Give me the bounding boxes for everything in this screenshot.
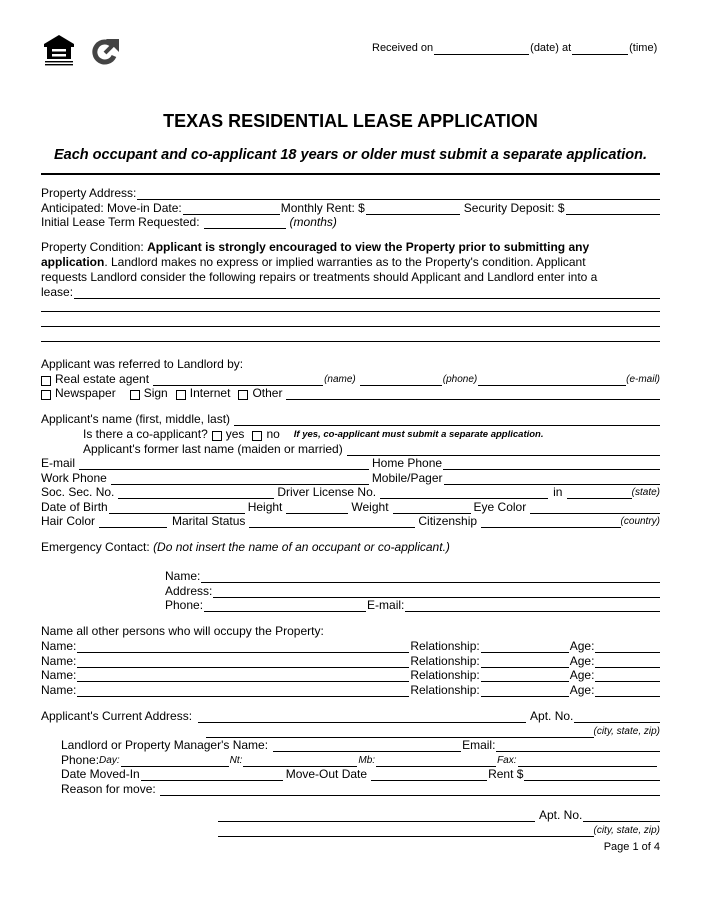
home-phone-field[interactable]: [443, 457, 660, 470]
marital-status-field[interactable]: [249, 515, 415, 528]
received-date-field[interactable]: [434, 42, 529, 55]
emergency-name-row: Name:: [165, 568, 660, 583]
license-state-field[interactable]: [567, 486, 631, 499]
current-apt-field[interactable]: [574, 710, 660, 723]
occupant-row: Name: Relationship: Age:: [41, 682, 660, 697]
email-row: E-mail Home Phone: [41, 455, 660, 470]
move-dates-row: Date Moved-In Move-Out Date Rent $: [61, 766, 660, 781]
occupant-row: Name: Relationship: Age:: [41, 667, 660, 682]
occupant-row: Name: Relationship: Age:: [41, 653, 660, 668]
sign-checkbox[interactable]: [130, 390, 140, 400]
condition-line-2: application. Landlord makes no express or implied warranties as to the Property's condition. Applicant: [41, 255, 586, 269]
co-applicant-yes-checkbox[interactable]: [212, 431, 222, 441]
ssn-field[interactable]: [118, 486, 274, 499]
emergency-heading: Emergency Contact: (Do not insert the name of an occupant or co-applicant.): [41, 540, 450, 554]
previous-address-field[interactable]: [218, 809, 535, 822]
occupant-name-field[interactable]: [77, 684, 409, 697]
occupant-name-field[interactable]: [77, 669, 409, 682]
realtor-logo-icon: [92, 36, 120, 66]
referral-source-row: Newspaper Sign Internet Other: [41, 385, 660, 400]
physical-row: Date of Birth Height Weight Eye Color: [41, 499, 660, 514]
referral-heading: Applicant was referred to Landlord by:: [41, 357, 244, 371]
reason-row: Reason for move:: [61, 781, 660, 796]
page-title: TEXAS RESIDENTIAL LEASE APPLICATION: [163, 111, 538, 131]
title-divider: [41, 173, 660, 175]
co-applicant-no-checkbox[interactable]: [252, 431, 262, 441]
move-out-field[interactable]: [371, 768, 487, 781]
occupant-name-field[interactable]: [77, 640, 409, 653]
email-field[interactable]: [79, 457, 369, 470]
license-field[interactable]: [380, 486, 548, 499]
lease-term-field[interactable]: [204, 216, 286, 229]
occupant-age-field[interactable]: [595, 684, 660, 697]
occupant-row: Name: Relationship: Age:: [41, 638, 660, 653]
referral-agent-row: Real estate agent (name) (phone) (e-mail): [41, 371, 660, 386]
page-subtitle: Each occupant and co-applicant 18 years or older must submit a separate application.: [53, 147, 648, 163]
internet-checkbox[interactable]: [176, 390, 186, 400]
current-address-field[interactable]: [198, 710, 526, 723]
repairs-line[interactable]: [41, 311, 660, 312]
work-phone-row: Work Phone Mobile/Pager: [41, 470, 660, 485]
landlord-name-field[interactable]: [273, 739, 461, 752]
other-checkbox[interactable]: [238, 390, 248, 400]
page-number: Page 1 of 4: [603, 841, 660, 853]
current-city-row: (city, state, zip): [206, 723, 660, 738]
newspaper-checkbox[interactable]: [41, 390, 51, 400]
emergency-name-field[interactable]: [201, 570, 660, 583]
former-name-row: Applicant's former last name (maiden or married): [83, 441, 660, 456]
landlord-row: Landlord or Property Manager's Name: Email:: [61, 737, 660, 752]
condition-line-4: lease:: [41, 284, 660, 299]
occupant-age-field[interactable]: [595, 640, 660, 653]
condition-line-3: requests Landlord consider the following repairs or treatments should Applicant and Landlord enter into a: [41, 270, 598, 284]
hair-row: Hair Color Marital Status Citizenship (country): [41, 514, 660, 528]
moved-in-field[interactable]: [141, 768, 283, 781]
repairs-line[interactable]: [41, 341, 660, 342]
equal-housing-icon: [42, 34, 76, 68]
lease-term-row: Initial Lease Term Requested: (months): [41, 215, 337, 229]
previous-city-row: (city, state, zip): [218, 822, 660, 837]
hair-color-field[interactable]: [99, 515, 167, 528]
occupant-relationship-field[interactable]: [481, 640, 569, 653]
reason-field[interactable]: [160, 783, 660, 796]
property-address-row: Property Address:: [41, 185, 660, 200]
received-time-field[interactable]: [572, 42, 628, 55]
applicant-name-row: Applicant's name (first, middle, last): [41, 411, 660, 426]
emergency-phone-field[interactable]: [204, 599, 366, 612]
citizenship-field[interactable]: [481, 515, 620, 528]
repairs-field[interactable]: [74, 286, 660, 299]
previous-apt-field[interactable]: [583, 809, 660, 822]
license-row: Soc. Sec. No. Driver License No. in (state): [41, 485, 660, 499]
occupants-heading: Name all other persons who will occupy the Property:: [41, 624, 324, 638]
landlord-phone-row: Phone: Day: Nt: Mb: Fax:: [61, 752, 657, 767]
previous-address-row: Apt. No.: [218, 807, 660, 822]
occupant-relationship-field[interactable]: [481, 684, 569, 697]
landlord-email-field[interactable]: [496, 739, 660, 752]
occupant-relationship-field[interactable]: [481, 669, 569, 682]
current-rent-field[interactable]: [524, 768, 660, 781]
emergency-phone-row: Phone: E-mail:: [165, 597, 660, 612]
co-applicant-row: Is there a co-applicant? yes no If yes, co-applicant must submit a separate application.: [83, 427, 544, 441]
property-address-field[interactable]: [137, 187, 660, 200]
emergency-address-row: Address:: [165, 583, 660, 598]
condition-line-1: Property Condition: Applicant is strongly encouraged to view the Property prior to submitting any: [41, 240, 590, 254]
applicant-name-field[interactable]: [234, 413, 660, 426]
occupant-age-field[interactable]: [595, 669, 660, 682]
anticipated-row: Anticipated: Move-in Date: Monthly Rent: $ Security Deposit: $: [41, 200, 660, 215]
repairs-line[interactable]: [41, 326, 660, 327]
emergency-email-field[interactable]: [405, 599, 660, 612]
current-address-row: Applicant's Current Address: Apt. No.: [41, 708, 660, 723]
received-on-row: Received on (date) at (time): [372, 42, 658, 54]
other-referral-field[interactable]: [286, 387, 660, 400]
previous-city-field[interactable]: [218, 824, 594, 837]
